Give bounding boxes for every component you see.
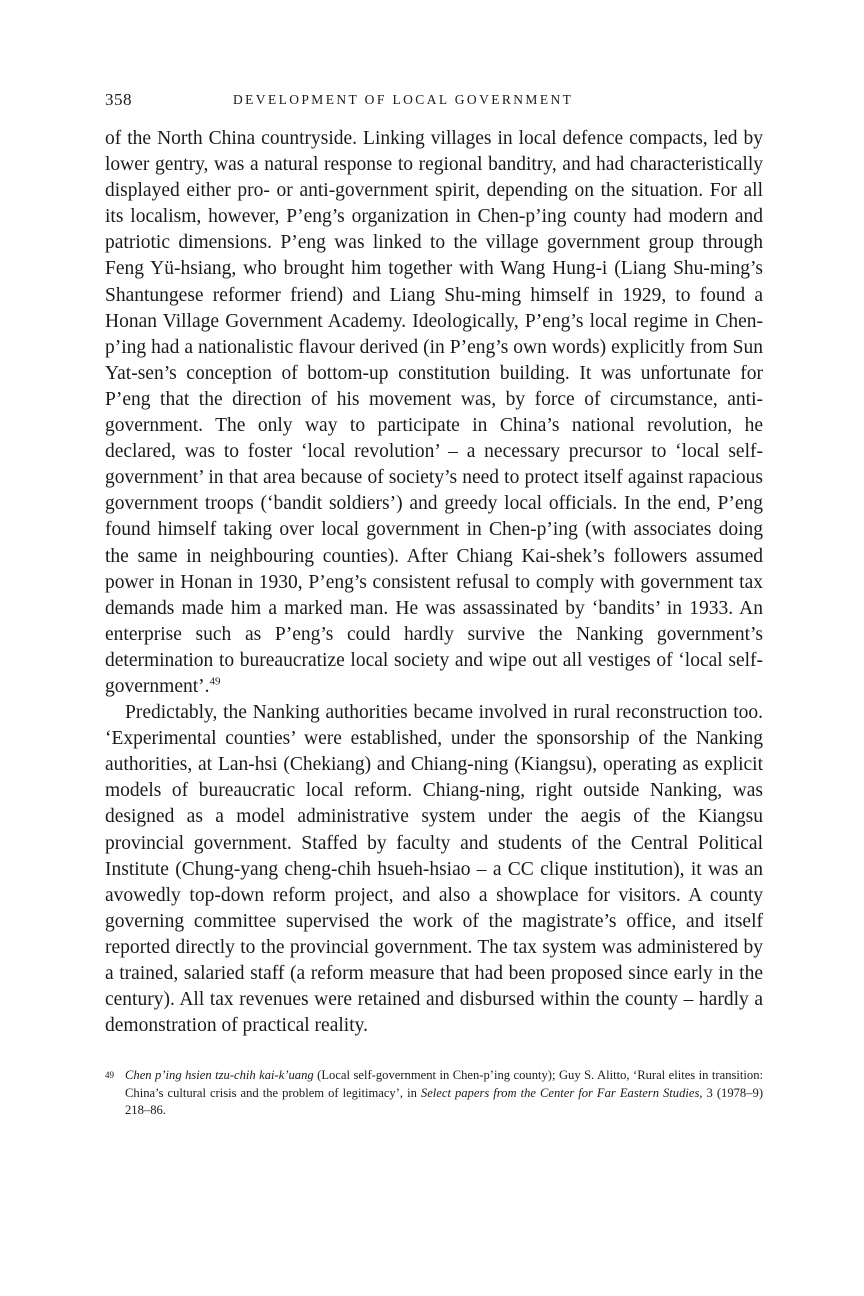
footnote-journal-title: Select papers from the Center for Far Eastern Studies, [420,1085,703,1100]
footnote-source-title: Chen p’ing hsien tzu-chih kai-k’uang [125,1068,314,1083]
footnote-reference: 49 [209,675,221,688]
footnotes [105,1067,763,1120]
footnote-number: 49 [105,1070,114,1081]
footnote-citation: 3 (1978–9) 218–86. [125,1085,764,1118]
running-header [105,90,763,116]
footnote [105,1067,763,1120]
footnote-text: (Local self-government in Chen-p’ing county); Guy S. Alitto, ‘Rural elites in transition: China’s cultural crisis and the problem of legitimacy’, in [125,1068,763,1100]
body-text [105,126,763,1039]
page-number: 358 [105,90,132,109]
running-title: DEVELOPMENT OF LOCAL GOVERNMENT [233,92,574,107]
book-page [105,90,763,1120]
paragraph-text: of the North China countryside. Linking villages in local defence compacts, led by lower gentry, was a natural response to regional banditry, and had characteristically displayed either pro- or anti-government spirit, depending on the situation. For all its localism, however, P’eng’s organization in Chen-p’ing county had modern and patriotic dimensions. P’eng was linked to the village government group through Feng Yü-hsiang, who brought him together with Wang Hung-i (Liang Shu-ming’s Shantungese reformer friend) and Liang Shu-ming himself in 1929, to found a Honan Village Government Academy. Ideologically, P’eng’s local regime in Chen-p’ing had a nationalistic flavour derived (in P’eng’s own words) explicitly from Sun Yat-sen’s conception of bottom-up constitution building. It was unfortunate for P’eng that the direction of his movement was, by force of circumstance, anti-government. The only way to participate in China’s national revolution, he declared, was to foster ‘local revolution’ – a necessary precursor to ‘local self-government’ in that area because of society’s need to protect itself against rapacious government troops (‘bandit soldiers’) and greedy local officials. In the end, P’eng found himself taking over local government in Chen-p’ing (with associates doing the same in neighbouring counties). After Chiang Kai-shek’s followers assumed power in Honan in 1930, P’eng’s consistent refusal to comply with government tax demands made him a marked man. He was assassinated by ‘bandits’ in 1933. An enterprise such as P’eng’s could hardly survive the Nanking government’s determination to bureaucratize local society and wipe out all vestiges of ‘local self-government’. [105,128,763,697]
body-paragraph: Predictably, the Nanking authorities became involved in rural reconstruction too. ‘Experimental counties’ were established, under the sponsorship of the Nanking authorities, at Lan-hsi (Chekiang) and Chiang-ning (Kiangsu), operating as explicit models of bureaucratic local reform. Chiang-ning, right outside Nanking, was designed as a model administrative system under the aegis of the Kiangsu provincial government. Staffed by faculty and students of the Central Political Institute (Chung-yang cheng-chih hsueh-hsiao – a CC clique institution), it was an avowedly top-down reform project, and also a showplace for visitors. A county governing committee supervised the work of the magistrate’s office, and itself reported directly to the provincial government. The tax system was administered by a trained, salaried staff (a reform measure that had been proposed since early in the century). All tax revenues were retained and disbursed within the county – hardly a demonstration of practical reality. [105,702,763,1037]
body-paragraph [105,126,763,700]
